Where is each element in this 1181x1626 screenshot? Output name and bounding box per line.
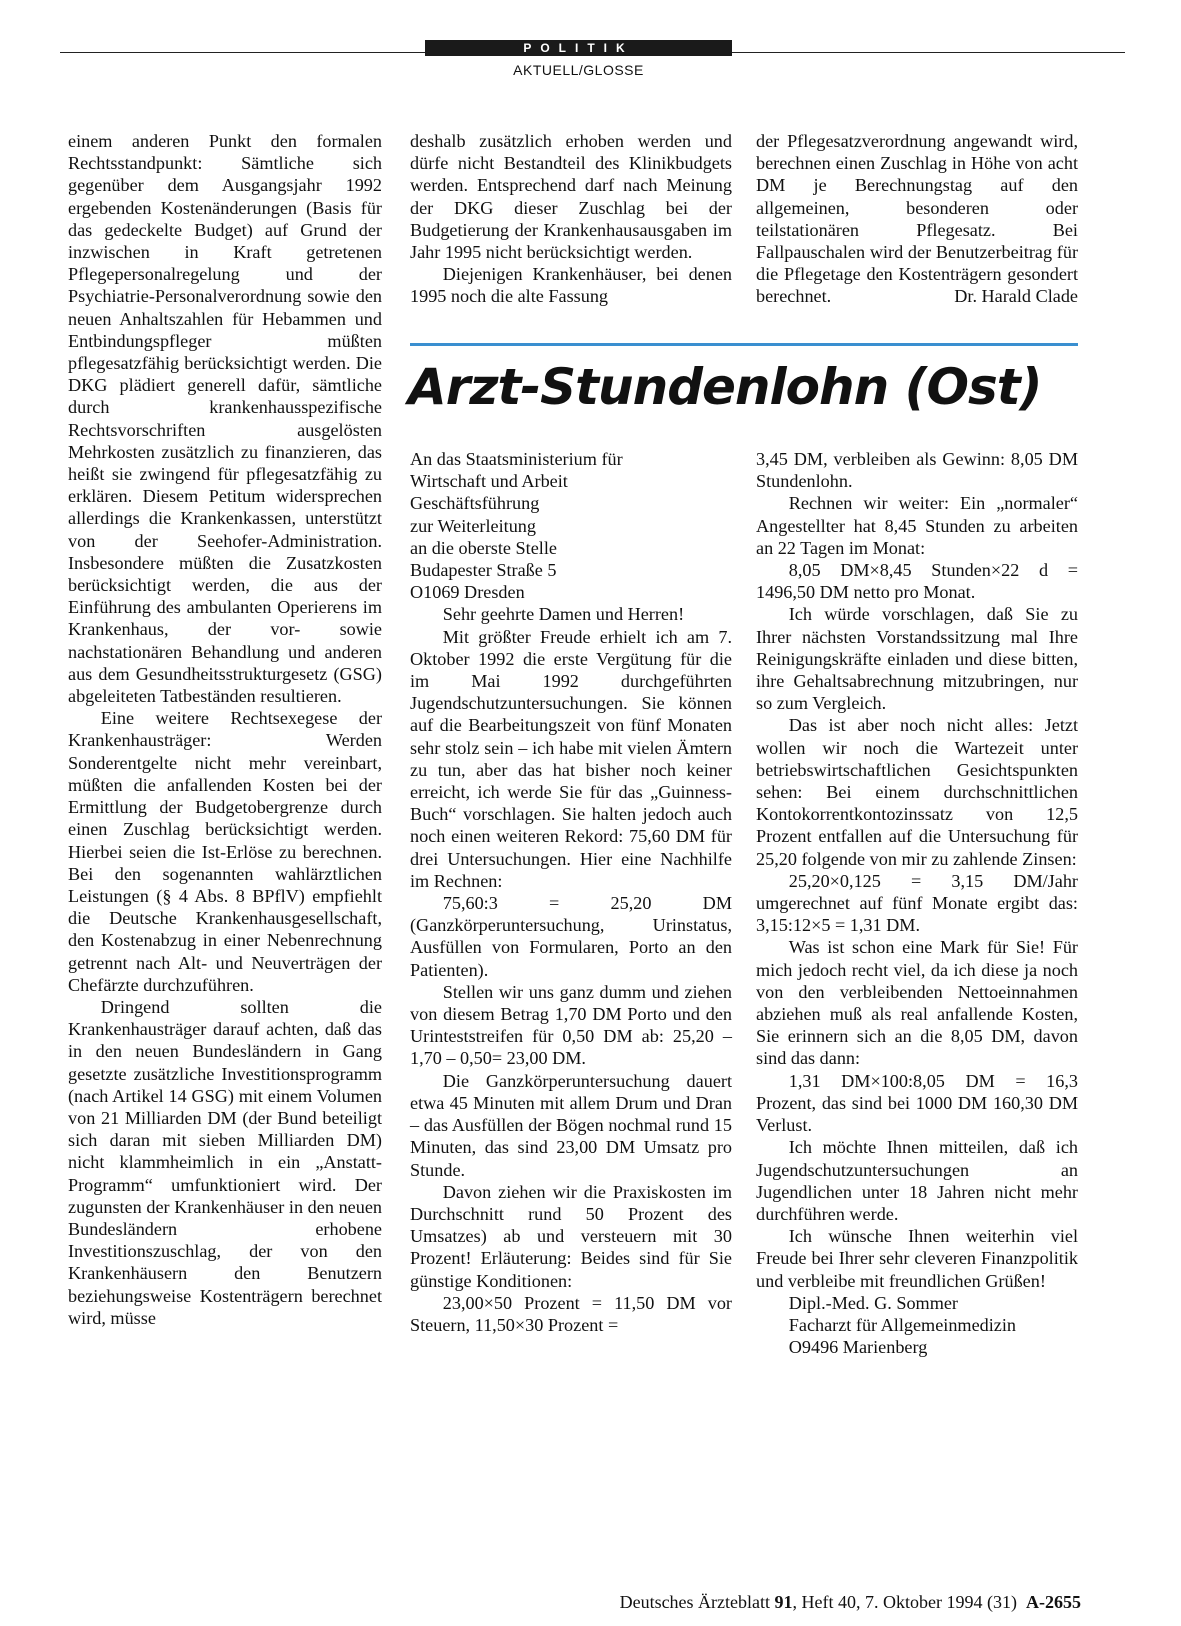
- salutation: Sehr geehrte Damen und Herren!: [442, 604, 685, 625]
- calculation: 25,20×0,125 = 3,15 DM/Jahr umgerechnet auf fünf Monate ergibt das: 3,15:12×5 = 1,31 DM.: [756, 870, 1078, 936]
- subsection-label: AKTUELL/GLOSSE: [513, 62, 644, 78]
- paragraph: 3,45 DM, verbleiben als Gewinn: 8,05 DM Stundenlohn.: [756, 449, 1078, 492]
- article1-column-2: [410, 130, 732, 308]
- paragraph: Die Ganzkörperuntersuchung dauert etwa 45 Minuten mit allem Drum und Dran – das Ausfüllen der Bögen nochmal rund 15 Minuten, das sind 23,00 DM Umsatz pro Stunde.: [410, 1070, 732, 1180]
- article2-column-2: [756, 448, 1078, 1358]
- paragraph: Das ist aber noch nicht alles: Jetzt wollen wir noch die Wartezeit unter betriebswirtschaftlichen Gesichtspunkten sehen: Bei einem durchschnittlichen Kontokorrentkontozinssatz von 12,5 Prozent entfallen auf die Untersuchung für 25,20 folgende von mir zu zahlende Zinsen:: [756, 715, 1078, 869]
- author-name: Dr. Harald Clade: [954, 286, 1078, 307]
- issue-info: , Heft 40, 7. Oktober 1994 (31): [792, 1592, 1017, 1612]
- paragraph: Eine weitere Rechtsexegese der Krankenhausträger: Werden Sonderentgelte nicht mehr vereinbart, müßten die anfallenden Kosten bei der Ermittlung der Budgetobergrenze durch einen Zuschlag berücksichtigt werden. Hierbei seien die Ist-Erlöse zu berechnen. Bei den sogenannten wahlärztlichen Leistungen (§ 4 Abs. 8 BPflV) empfiehlt die Deutsche Krankenhausgesellschaft, den Kostenabzug in einer Nebenrechnung getrennt nach Alt- und Neuverträgen der Chefärzte durchzuführen.: [68, 708, 382, 995]
- signature-line: Dipl.-Med. G. Sommer: [788, 1292, 958, 1313]
- page-number: A-2655: [1026, 1592, 1081, 1612]
- section-label: POLITIK: [425, 40, 732, 56]
- signature-line: Facharzt für Allgemeinmedizin: [788, 1314, 1017, 1335]
- address-line: Budapester Straße 5: [410, 560, 557, 581]
- address-line: zur Weiterleitung: [410, 515, 536, 536]
- paragraph: Mit größter Freude erhielt ich am 7. Oktober 1992 die erste Vergütung für die im Mai 1992 durchgeführten Jugendschutzuntersuchungen. Sie können auf die Bearbeitungszeit von fünf Monaten sehr stolz sein – ich habe mit vielen Ämtern zu tun, aber das hat bisher noch keiner erreicht, ich werde Sie für das „Guinness-Buch“ vorschlagen. Sie halten jedoch auch noch einen weiteren Rekord: 75,60 DM für drei Untersuchungen. Hier eine Nachhilfe im Rechnen:: [410, 626, 732, 891]
- address-line: Wirtschaft und Arbeit: [410, 471, 568, 492]
- paragraph: deshalb zusätzlich erhoben werden und dürfe nicht Bestandteil des Klinikbudgets werden. Entsprechend darf nach Meinung der DKG dieser Zuschlag bei der Budgetierung der Krankenhausausgaben im Jahr 1995 nicht berücksichtigt werden.: [410, 131, 732, 263]
- calculation: 75,60:3 = 25,20 DM (Ganzkörperuntersuchung, Urinstatus, Ausfüllen von Formularen, Porto an den Patienten).: [410, 893, 732, 980]
- paragraph-text: der Pflegesatzverordnung angewandt wird, berechnen einen Zuschlag in Höhe von acht DM je Berechnungstag auf den allgemeinen, besonderen oder teilstationären Pflegesatz. Bei Fallpauschalen wird der Benutzerbeitrag für die Pflegetage den Kostenträgern gesondert berechnet.: [756, 131, 1078, 307]
- calculation: 1,31 DM×100:8,05 DM = 16,3 Prozent, das sind bei 1000 DM 160,30 DM Verlust.: [756, 1070, 1078, 1136]
- address-line: Geschäftsführung: [410, 493, 540, 514]
- article2-column-1: [410, 448, 732, 1336]
- journal-name: Deutsches Ärzteblatt: [619, 1592, 771, 1612]
- address-line: O1069 Dresden: [410, 582, 525, 603]
- article1-column-1: [68, 130, 382, 1329]
- paragraph: Dringend sollten die Krankenhausträger darauf achten, daß das in den neuen Bundesländern in Gang gesetzte zusätzliche Investitionsprogramm (nach Artikel 14 GSG) mit einem Volumen von 21 Milliarden DM (der Bund beteiligt sich daran mit sieben Milliarden DM) nicht klammheimlich in ein „Anstatt-Programm“ umfunktioniert wird. Der zugunsten der Krankenhäuser in den neuen Bundesländern erhobene Investitionszuschlag, der von den Krankenhäusern den Benutzern beziehungsweise Kostenträgern berechnet wird, müsse: [68, 996, 382, 1328]
- paragraph: Was ist schon eine Mark für Sie! Für mich jedoch recht viel, da ich diese ja noch von den verbleibenden Nettoeinnahmen abziehen muß als real anfallende Kosten, Sie erinnern sich an die 8,05 DM, davon sind das dann:: [756, 937, 1078, 1069]
- address-line: an die oberste Stelle: [410, 537, 557, 558]
- paragraph: einem anderen Punkt den formalen Rechtsstandpunkt: Sämtliche sich gegenüber dem Ausgangsjahr 1992 ergebenden Kostenänderungen (Basis für das gedeckelte Budget) auf Grund der inzwischen in Kraft getretenen Pflegepersonalregelung und der Psychiatrie-Personalverordnung sowie den neuen Anhaltszahlen für Hebammen und Entbindungspfleger müßten pflegesatzfähig berücksichtigt werden. Die DKG plädiert generell dafür, sämtliche durch krankenhausspezifische Rechtsvorschriften ausgelösten Mehrkosten zusätzlich zu finanzieren, das heißt sie zwingend für pflegesatzfähig zu erklären. Diesem Petitum widersprechen allerdings die Krankenkassen, unterstützt von der Seehofer-Administration. Insbesondere müßten die Zusatzkosten berücksichtigt werden, die aus der Einführung des ambulanten Operierens im Krankenhaus, der vor- sowie nachstationären Behandlung und anderen aus dem Gesundheitsstrukturgesetz (GSG) abgeleiteten Tatbeständen resultieren.: [68, 131, 382, 707]
- article-headline: Arzt-Stundenlohn (Ost): [408, 358, 1042, 416]
- paragraph: Stellen wir uns ganz dumm und ziehen von diesem Betrag 1,70 DM Porto und den Urinteststreifen für 0,50 DM ab: 25,20 – 1,70 – 0,50= 23,00 DM.: [410, 981, 732, 1069]
- page-footer: [620, 1592, 1081, 1613]
- paragraph: Rechnen wir weiter: Ein „normaler“ Angestellter hat 8,45 Stunden zu arbeiten an 22 Tagen im Monat:: [756, 493, 1078, 558]
- paragraph: Diejenigen Krankenhäuser, bei denen 1995 noch die alte Fassung: [410, 264, 732, 307]
- signature-line: O9496 Marienberg: [788, 1337, 928, 1358]
- paragraph: [756, 130, 1078, 308]
- calculation: 23,00×50 Prozent = 11,50 DM vor Steuern, 11,50×30 Prozent =: [410, 1292, 732, 1335]
- paragraph: Davon ziehen wir die Praxiskosten im Durchschnitt rund 50 Prozent des Umsatzes) ab und versteuern mit 30 Prozent! Erläuterung: Beides sind für Sie günstige Konditionen:: [410, 1181, 732, 1291]
- calculation: 8,05 DM×8,45 Stunden×22 d = 1496,50 DM netto pro Monat.: [756, 560, 1078, 603]
- paragraph: Ich würde vorschlagen, daß Sie zu Ihrer nächsten Vorstandssitzung mal Ihre Reinigungskräfte einladen und diese bitten, ihre Gehaltsabrechnung mitzubringen, nur so zum Vergleich.: [756, 604, 1078, 714]
- article-separator: [410, 343, 1078, 346]
- closing: Ich wünsche Ihnen weiterhin viel Freude bei Ihrer sehr cleveren Finanzpolitik und verbleibe mit freundlichen Grüßen!: [756, 1226, 1078, 1291]
- address-line: An das Staatsministerium für: [410, 449, 623, 469]
- paragraph: Ich möchte Ihnen mitteilen, daß ich Jugendschutzuntersuchungen an Jugendlichen unter 18 Jahren nicht mehr durchführen werde.: [756, 1137, 1078, 1224]
- article1-column-3: [756, 130, 1078, 308]
- volume-number: 91: [774, 1592, 793, 1612]
